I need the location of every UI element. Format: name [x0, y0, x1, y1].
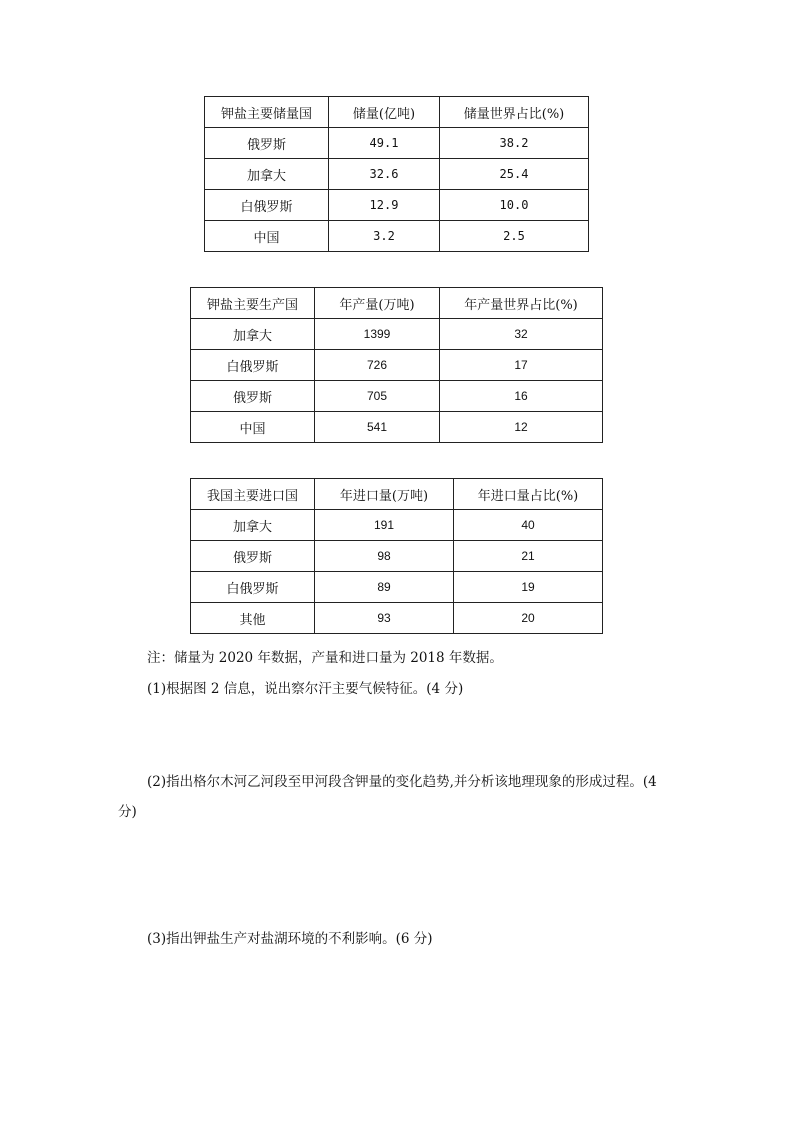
- value-cell: 541: [315, 412, 440, 443]
- header-cell: 年产量(万吨): [315, 288, 440, 319]
- country-cell: 白俄罗斯: [191, 572, 315, 603]
- header-cell: 储量世界占比(%): [440, 97, 589, 128]
- data-note: 注：储量为 2020 年数据，产量和进口量为 2018 年数据。: [147, 650, 503, 666]
- question-3: (3)指出钾盐生产对盐湖环境的不利影响。(6 分): [147, 931, 433, 947]
- imports-table: [190, 478, 603, 634]
- value-cell: 191: [315, 510, 454, 541]
- country-cell: 白俄罗斯: [205, 190, 329, 221]
- value-cell: 32.6: [329, 159, 440, 190]
- value-cell: 726: [315, 350, 440, 381]
- share-cell: 2.5: [440, 221, 589, 252]
- table-row: [191, 381, 603, 412]
- share-cell: 20: [454, 603, 603, 634]
- share-cell: 40: [454, 510, 603, 541]
- country-cell: 加拿大: [205, 159, 329, 190]
- share-cell: 21: [454, 541, 603, 572]
- header-cell: 储量(亿吨): [329, 97, 440, 128]
- share-cell: 38.2: [440, 128, 589, 159]
- question-2-line-1: (2)指出格尔木河乙河段至甲河段含钾量的变化趋势,并分析该地理现象的形成过程。(4: [147, 774, 657, 790]
- header-cell: 年进口量占比(%): [454, 479, 603, 510]
- share-cell: 32: [440, 319, 603, 350]
- share-cell: 17: [440, 350, 603, 381]
- share-cell: 19: [454, 572, 603, 603]
- header-cell: 钾盐主要生产国: [191, 288, 315, 319]
- table-row: [191, 510, 603, 541]
- share-cell: 10.0: [440, 190, 589, 221]
- country-cell: 中国: [205, 221, 329, 252]
- country-cell: 中国: [191, 412, 315, 443]
- table-row: [205, 159, 589, 190]
- table-row: [205, 190, 589, 221]
- country-cell: 俄罗斯: [205, 128, 329, 159]
- share-cell: 16: [440, 381, 603, 412]
- value-cell: 12.9: [329, 190, 440, 221]
- table-row: [191, 541, 603, 572]
- country-cell: 俄罗斯: [191, 381, 315, 412]
- table-header-row: [191, 288, 603, 319]
- country-cell: 白俄罗斯: [191, 350, 315, 381]
- reserves-table: [204, 96, 589, 252]
- country-cell: 其他: [191, 603, 315, 634]
- share-cell: 25.4: [440, 159, 589, 190]
- header-cell: 钾盐主要储量国: [205, 97, 329, 128]
- value-cell: 3.2: [329, 221, 440, 252]
- table-row: [191, 350, 603, 381]
- value-cell: 1399: [315, 319, 440, 350]
- table-header-row: [191, 479, 603, 510]
- question-2-line-2: 分): [118, 804, 137, 820]
- production-table: [190, 287, 603, 443]
- value-cell: 705: [315, 381, 440, 412]
- table-header-row: [205, 97, 589, 128]
- table-row: [191, 412, 603, 443]
- value-cell: 93: [315, 603, 454, 634]
- country-cell: 俄罗斯: [191, 541, 315, 572]
- table-row: [205, 221, 589, 252]
- value-cell: 49.1: [329, 128, 440, 159]
- question-1: (1)根据图 2 信息，说出察尔汗主要气候特征。(4 分): [147, 681, 464, 697]
- table-row: [205, 128, 589, 159]
- table-row: [191, 572, 603, 603]
- country-cell: 加拿大: [191, 510, 315, 541]
- country-cell: 加拿大: [191, 319, 315, 350]
- header-cell: 年产量世界占比(%): [440, 288, 603, 319]
- table-row: [191, 319, 603, 350]
- table-row: [191, 603, 603, 634]
- value-cell: 89: [315, 572, 454, 603]
- header-cell: 年进口量(万吨): [315, 479, 454, 510]
- value-cell: 98: [315, 541, 454, 572]
- header-cell: 我国主要进口国: [191, 479, 315, 510]
- share-cell: 12: [440, 412, 603, 443]
